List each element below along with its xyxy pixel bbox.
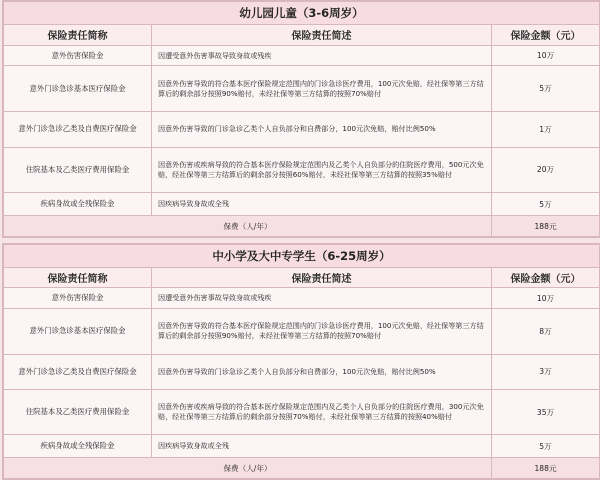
coverage-description: 因意外伤害导致的门诊急诊乙类个人自负部分和自费部分，100元次免赔，赔付比例50% [152, 112, 492, 147]
coverage-description: 因遭受意外伤害事故导致身故或残疾 [152, 45, 492, 66]
coverage-name: 意外门诊急诊基本医疗保险金 [4, 309, 152, 355]
table-row [4, 435, 600, 458]
premium-label: 保费（人/年） [4, 458, 492, 479]
table-row [4, 112, 600, 147]
column-header-amount: 保险金额（元） [492, 267, 600, 288]
table-header-row [4, 267, 600, 288]
kindergarten-section [2, 0, 600, 238]
coverage-description: 因意外伤害或疾病导致的符合基本医疗保险规定范围内及乙类个人自负部分的住院医疗费用，500元次免赔，经社保等第三方结算后的剩余部分按照60%赔付，未经社保等第三方结算的按照35%赔付 [152, 147, 492, 193]
coverage-description: 因遭受意外伤害事故导致身故或残疾 [152, 288, 492, 309]
table-header-row [4, 24, 600, 45]
section-title-row [4, 2, 600, 25]
coverage-name: 住院基本及乙类医疗费用保险金 [4, 389, 152, 435]
premium-amount: 188元 [492, 216, 600, 237]
column-header-name: 保险责任简称 [4, 267, 152, 288]
coverage-name: 疾病身故或全残保险金 [4, 435, 152, 458]
coverage-amount: 5万 [492, 193, 600, 216]
coverage-amount: 35万 [492, 389, 600, 435]
coverage-amount: 5万 [492, 435, 600, 458]
section-title: 幼儿园儿童（3-6周岁） [4, 2, 600, 25]
table-row [4, 354, 600, 389]
premium-row [4, 458, 600, 479]
coverage-description: 因意外伤害导致的符合基本医疗保险规定范围内的门诊急诊医疗费用，100元次免赔，经社保等第三方结算后的剩余部分按照90%赔付，未经社保等第三方结算的按照70%赔付 [152, 66, 492, 112]
table-row [4, 288, 600, 309]
coverage-description: 因疾病导致身故或全残 [152, 435, 492, 458]
coverage-amount: 10万 [492, 45, 600, 66]
coverage-name: 意外门诊急诊乙类及自费医疗保险金 [4, 354, 152, 389]
coverage-table [3, 244, 600, 479]
student-section [2, 243, 600, 480]
coverage-name: 意外伤害保险金 [4, 288, 152, 309]
table-row [4, 45, 600, 66]
premium-label: 保费（人/年） [4, 216, 492, 237]
coverage-description: 因意外伤害导致的门诊急诊乙类个人自负部分和自费部分，100元次免赔，赔付比例50% [152, 354, 492, 389]
section-title: 中小学及大中专学生（6-25周岁） [4, 245, 600, 268]
coverage-amount: 8万 [492, 309, 600, 355]
premium-amount: 188元 [492, 458, 600, 479]
column-header-amount: 保险金额（元） [492, 24, 600, 45]
premium-row [4, 216, 600, 237]
coverage-name: 疾病身故或全残保险金 [4, 193, 152, 216]
coverage-amount: 3万 [492, 354, 600, 389]
coverage-amount: 20万 [492, 147, 600, 193]
coverage-description: 因意外伤害导致的符合基本医疗保险规定范围内的门诊急诊医疗费用，100元次免赔，经社保等第三方结算后的剩余部分按照90%赔付，未经社保等第三方结算的按照70%赔付 [152, 309, 492, 355]
coverage-description: 因意外伤害或疾病导致的符合基本医疗保险规定范围内及乙类个人自负部分的住院医疗费用，300元次免赔，经社保等第三方结算后的剩余部分按照70%赔付，未经社保等第三方结算的按照40%赔付 [152, 389, 492, 435]
coverage-amount: 10万 [492, 288, 600, 309]
coverage-amount: 1万 [492, 112, 600, 147]
coverage-name: 意外门诊急诊基本医疗保险金 [4, 66, 152, 112]
coverage-description: 因疾病导致身故或全残 [152, 193, 492, 216]
column-header-name: 保险责任简称 [4, 24, 152, 45]
coverage-name: 意外门诊急诊乙类及自费医疗保险金 [4, 112, 152, 147]
table-row [4, 389, 600, 435]
column-header-description: 保险责任简述 [152, 267, 492, 288]
table-row [4, 309, 600, 355]
table-row [4, 66, 600, 112]
coverage-name: 住院基本及乙类医疗费用保险金 [4, 147, 152, 193]
section-title-row [4, 245, 600, 268]
coverage-name: 意外伤害保险金 [4, 45, 152, 66]
coverage-table [3, 1, 600, 237]
coverage-amount: 5万 [492, 66, 600, 112]
column-header-description: 保险责任简述 [152, 24, 492, 45]
table-row [4, 147, 600, 193]
table-row [4, 193, 600, 216]
